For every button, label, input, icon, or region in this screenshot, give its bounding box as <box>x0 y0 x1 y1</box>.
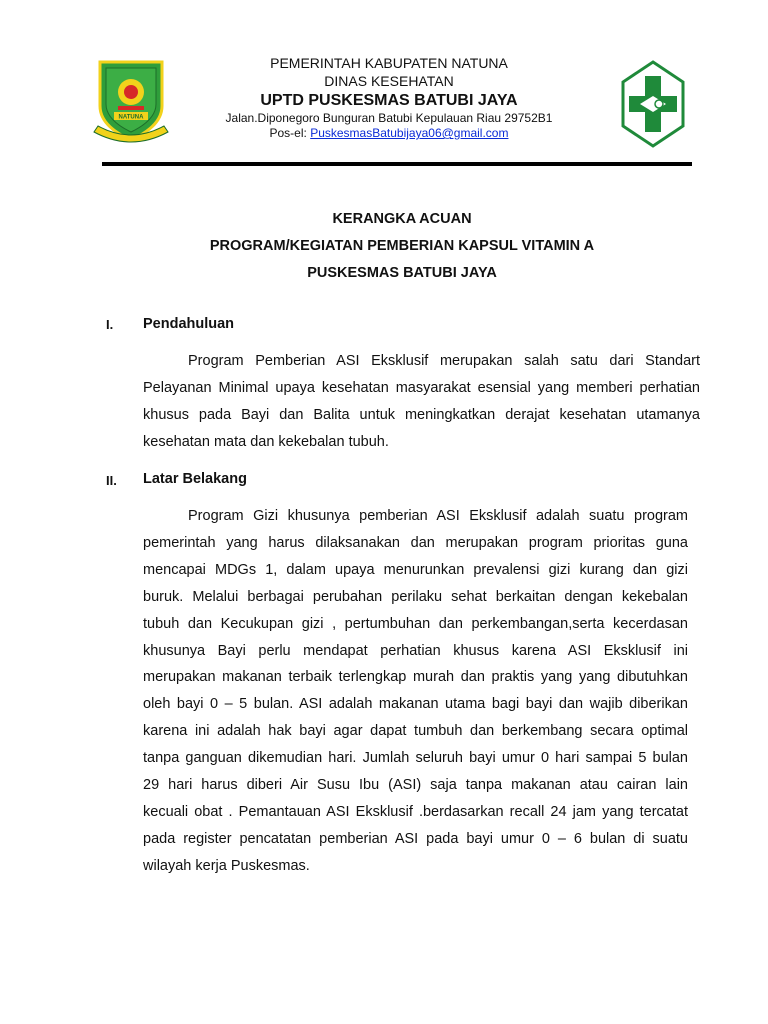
institution-name: UPTD PUSKESMAS BATUBI JAYA <box>260 92 518 109</box>
paragraph-line: khusunya Bayi perlu mendapat perhatian khusus karena ASI Eksklusif ini <box>143 642 688 659</box>
paragraph-line: kesehatan mata dan kekebalan tubuh. <box>143 433 389 450</box>
paragraph-line: merupakan makanan terbaik terlengkap murah dan praktis yang yang dibutuhkan <box>143 669 688 686</box>
title-line-3: PUSKESMAS BATUBI JAYA <box>307 265 497 281</box>
government-name: PEMERINTAH KABUPATEN NATUNA <box>270 55 508 71</box>
email-link[interactable]: PuskesmasBatubijaya06@gmail.com <box>310 126 509 140</box>
section-1-heading: Pendahuluan <box>143 316 235 332</box>
paragraph-line: buruk. Melalui berbagai perubahan perilaku sehat berkaitan dengan kekebalan <box>143 588 688 605</box>
title-line-2: PROGRAM/KEGIATAN PEMBERIAN KAPSUL VITAMIN A <box>209 238 595 254</box>
letterhead-divider <box>102 162 692 166</box>
paragraph-line: 29 hari harus diberi Air Susu Ibu (ASI) saja tanpa makanan atau cairan lain <box>143 777 688 794</box>
puskesmas-logo-icon <box>620 60 686 148</box>
paragraph-line: pemerintah yang harus dilaksanakan dan merupakan program prioritas guna <box>143 534 688 551</box>
document-title <box>100 206 704 287</box>
title-line-1: KERANGKA ACUAN <box>332 211 472 227</box>
section-1-paragraph <box>143 348 700 456</box>
email-line <box>180 126 598 141</box>
paragraph-line: oleh bayi 0 – 5 bulan. ASI adalah makanan utama bagi bayi dan wajib diberikan <box>143 696 688 713</box>
letterhead <box>180 54 598 141</box>
section-1-number: I. <box>106 317 114 332</box>
section-2-paragraph <box>143 503 688 880</box>
paragraph-line: tubuh dan Kecukupan gizi , pertumbuhan dan perkembangan,serta kecerdasan <box>143 615 688 632</box>
section-2-number: II. <box>106 473 117 488</box>
paragraph-line: wilayah kerja Puskesmas. <box>143 857 310 874</box>
paragraph-line: Pelayanan Minimal upaya kesehatan masyarakat esensial yang memberi perhatian <box>143 379 700 396</box>
natuna-regency-logo-icon <box>92 56 170 148</box>
logo-natuna-text: NATUNA <box>118 114 144 121</box>
email-label: Pos-el: <box>269 126 307 140</box>
paragraph-line: khusus pada Bayi dan Balita untuk meningkatkan derajat kesehatan utamanya <box>143 406 700 423</box>
paragraph-line: kecuali obat . Pemantauan ASI Eksklusif .berdasarkan recall 24 jam yang tercatat <box>143 803 688 820</box>
address: Jalan.Diponegoro Bunguran Batubi Kepulauan Riau 29752B1 <box>225 111 553 125</box>
paragraph-line: tanpa ganguan dikemudian hari. Jumlah seluruh bayi umur 0 hari sampai 5 bulan <box>143 750 688 767</box>
paragraph-line: mencapai MDGs 1, dalam upaya menurunkan prevalensi gizi kurang dan gizi <box>143 561 688 578</box>
section-2-heading: Latar Belakang <box>143 471 247 487</box>
paragraph-line: Program Pemberian ASI Eksklusif merupakan salah satu dari Standart <box>188 353 700 369</box>
paragraph-line: Program Gizi khusunya pemberian ASI Eksklusif adalah suatu program <box>188 508 688 524</box>
paragraph-line: pada register pencatatan pemberian ASI pada bayi umur 0 – 6 bulan di suatu <box>143 830 688 847</box>
department-name: DINAS KESEHATAN <box>324 73 454 89</box>
paragraph-line: karena ini adalah hak bayi agar dapat tumbuh dan berkembang secara optimal <box>143 723 688 740</box>
